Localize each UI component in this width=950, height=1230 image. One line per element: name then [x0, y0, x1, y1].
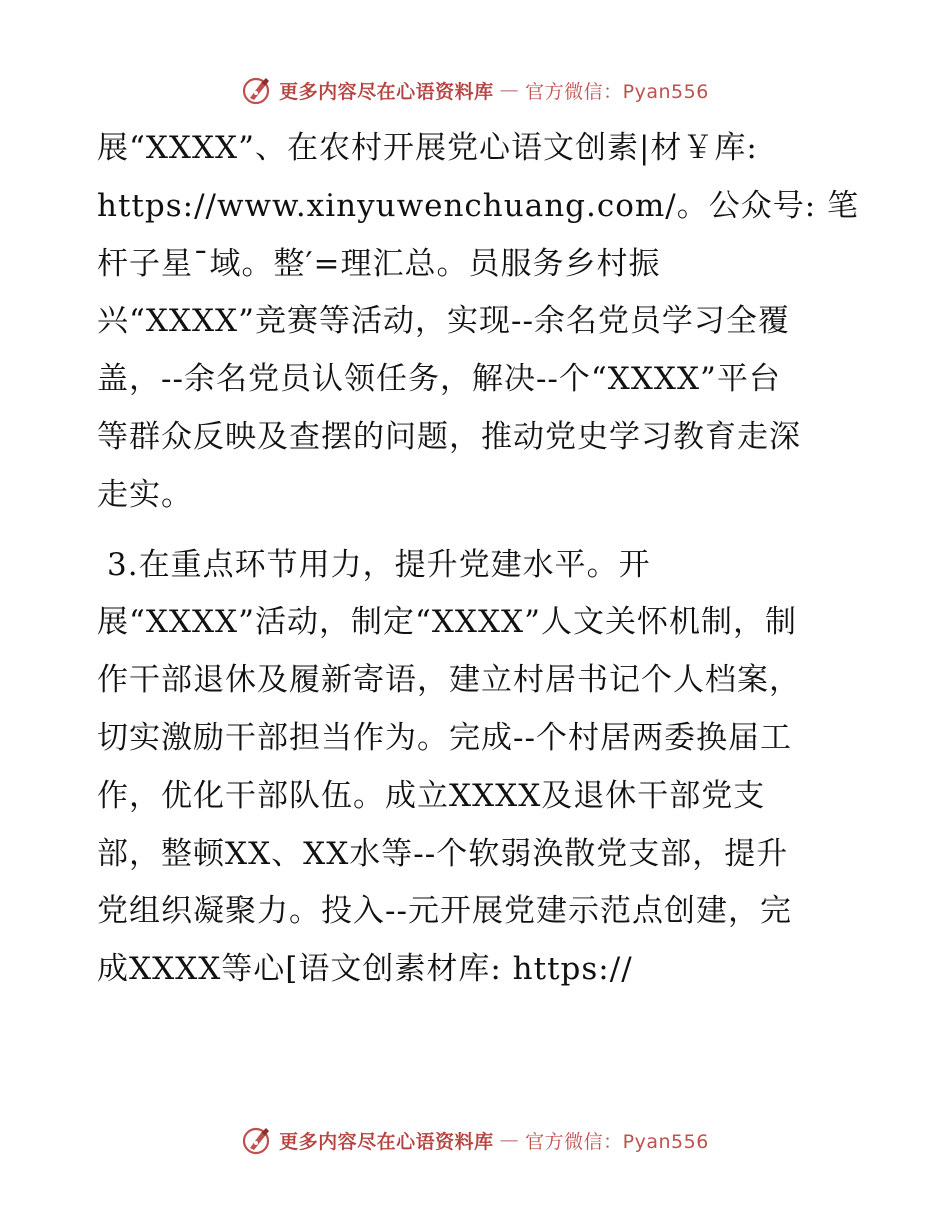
text-line: 作，优化干部队伍。成立XXXX及退休干部党支	[97, 777, 766, 814]
text-line: 杆子星¯域。整′=理汇总。员服务乡村振	[97, 245, 661, 282]
text-line: 成XXXX等心[语文创素材库: https://	[97, 951, 633, 988]
text-line: 部，整顿XX、XX水等--个软弱涣散党支部，提升	[97, 835, 789, 872]
watermark-separator: —	[499, 79, 520, 101]
document-body	[97, 120, 860, 999]
text-line: 作干部退休及履新寄语，建立村居书记个人档案，	[97, 662, 801, 699]
watermark-text: 更多内容尽在心语资料库	[279, 80, 494, 103]
watermark-text: 更多内容尽在心语资料库	[279, 1130, 494, 1153]
paragraph-spacer	[97, 525, 857, 537]
text-line: 党组织凝聚力。投入--元开展党建示范点创建，完	[97, 893, 792, 930]
watermark-wechat: 官方微信：Pyan556	[525, 1130, 709, 1153]
section-heading-line: 3.在重点环节用力，提升党建水平。开	[107, 546, 651, 583]
paragraph-2	[97, 537, 857, 999]
text-line: 盖，--余名党员认领任务，解决--个“XXXX”平台	[97, 361, 781, 398]
pen-nib-logo-icon	[241, 74, 273, 106]
footer-watermark	[0, 1120, 950, 1160]
text-line: 等群众反映及查摆的问题，推动党史学习教育走深	[97, 418, 801, 455]
text-line: https://www.xinyuwenchuang.com/。公众号: 笔	[97, 187, 860, 224]
watermark-wechat: 官方微信：Pyan556	[525, 80, 709, 103]
text-line: 切实激励干部担当作为。完成--个村居两委换届工	[97, 719, 792, 756]
header-watermark	[0, 70, 950, 110]
text-line: 兴“XXXX”竞赛等活动，实现--余名党员学习全覆	[97, 303, 790, 340]
pen-nib-logo-icon	[241, 1124, 273, 1156]
watermark-separator: —	[499, 1129, 520, 1151]
text-line: 走实。	[97, 476, 193, 513]
paragraph-1	[97, 120, 860, 525]
text-line: 展“XXXX”、在农村开展党心语文创素|材￥库:	[97, 130, 758, 166]
text-line: 展“XXXX”活动，制定“XXXX”人文关怀机制，制	[97, 604, 797, 641]
